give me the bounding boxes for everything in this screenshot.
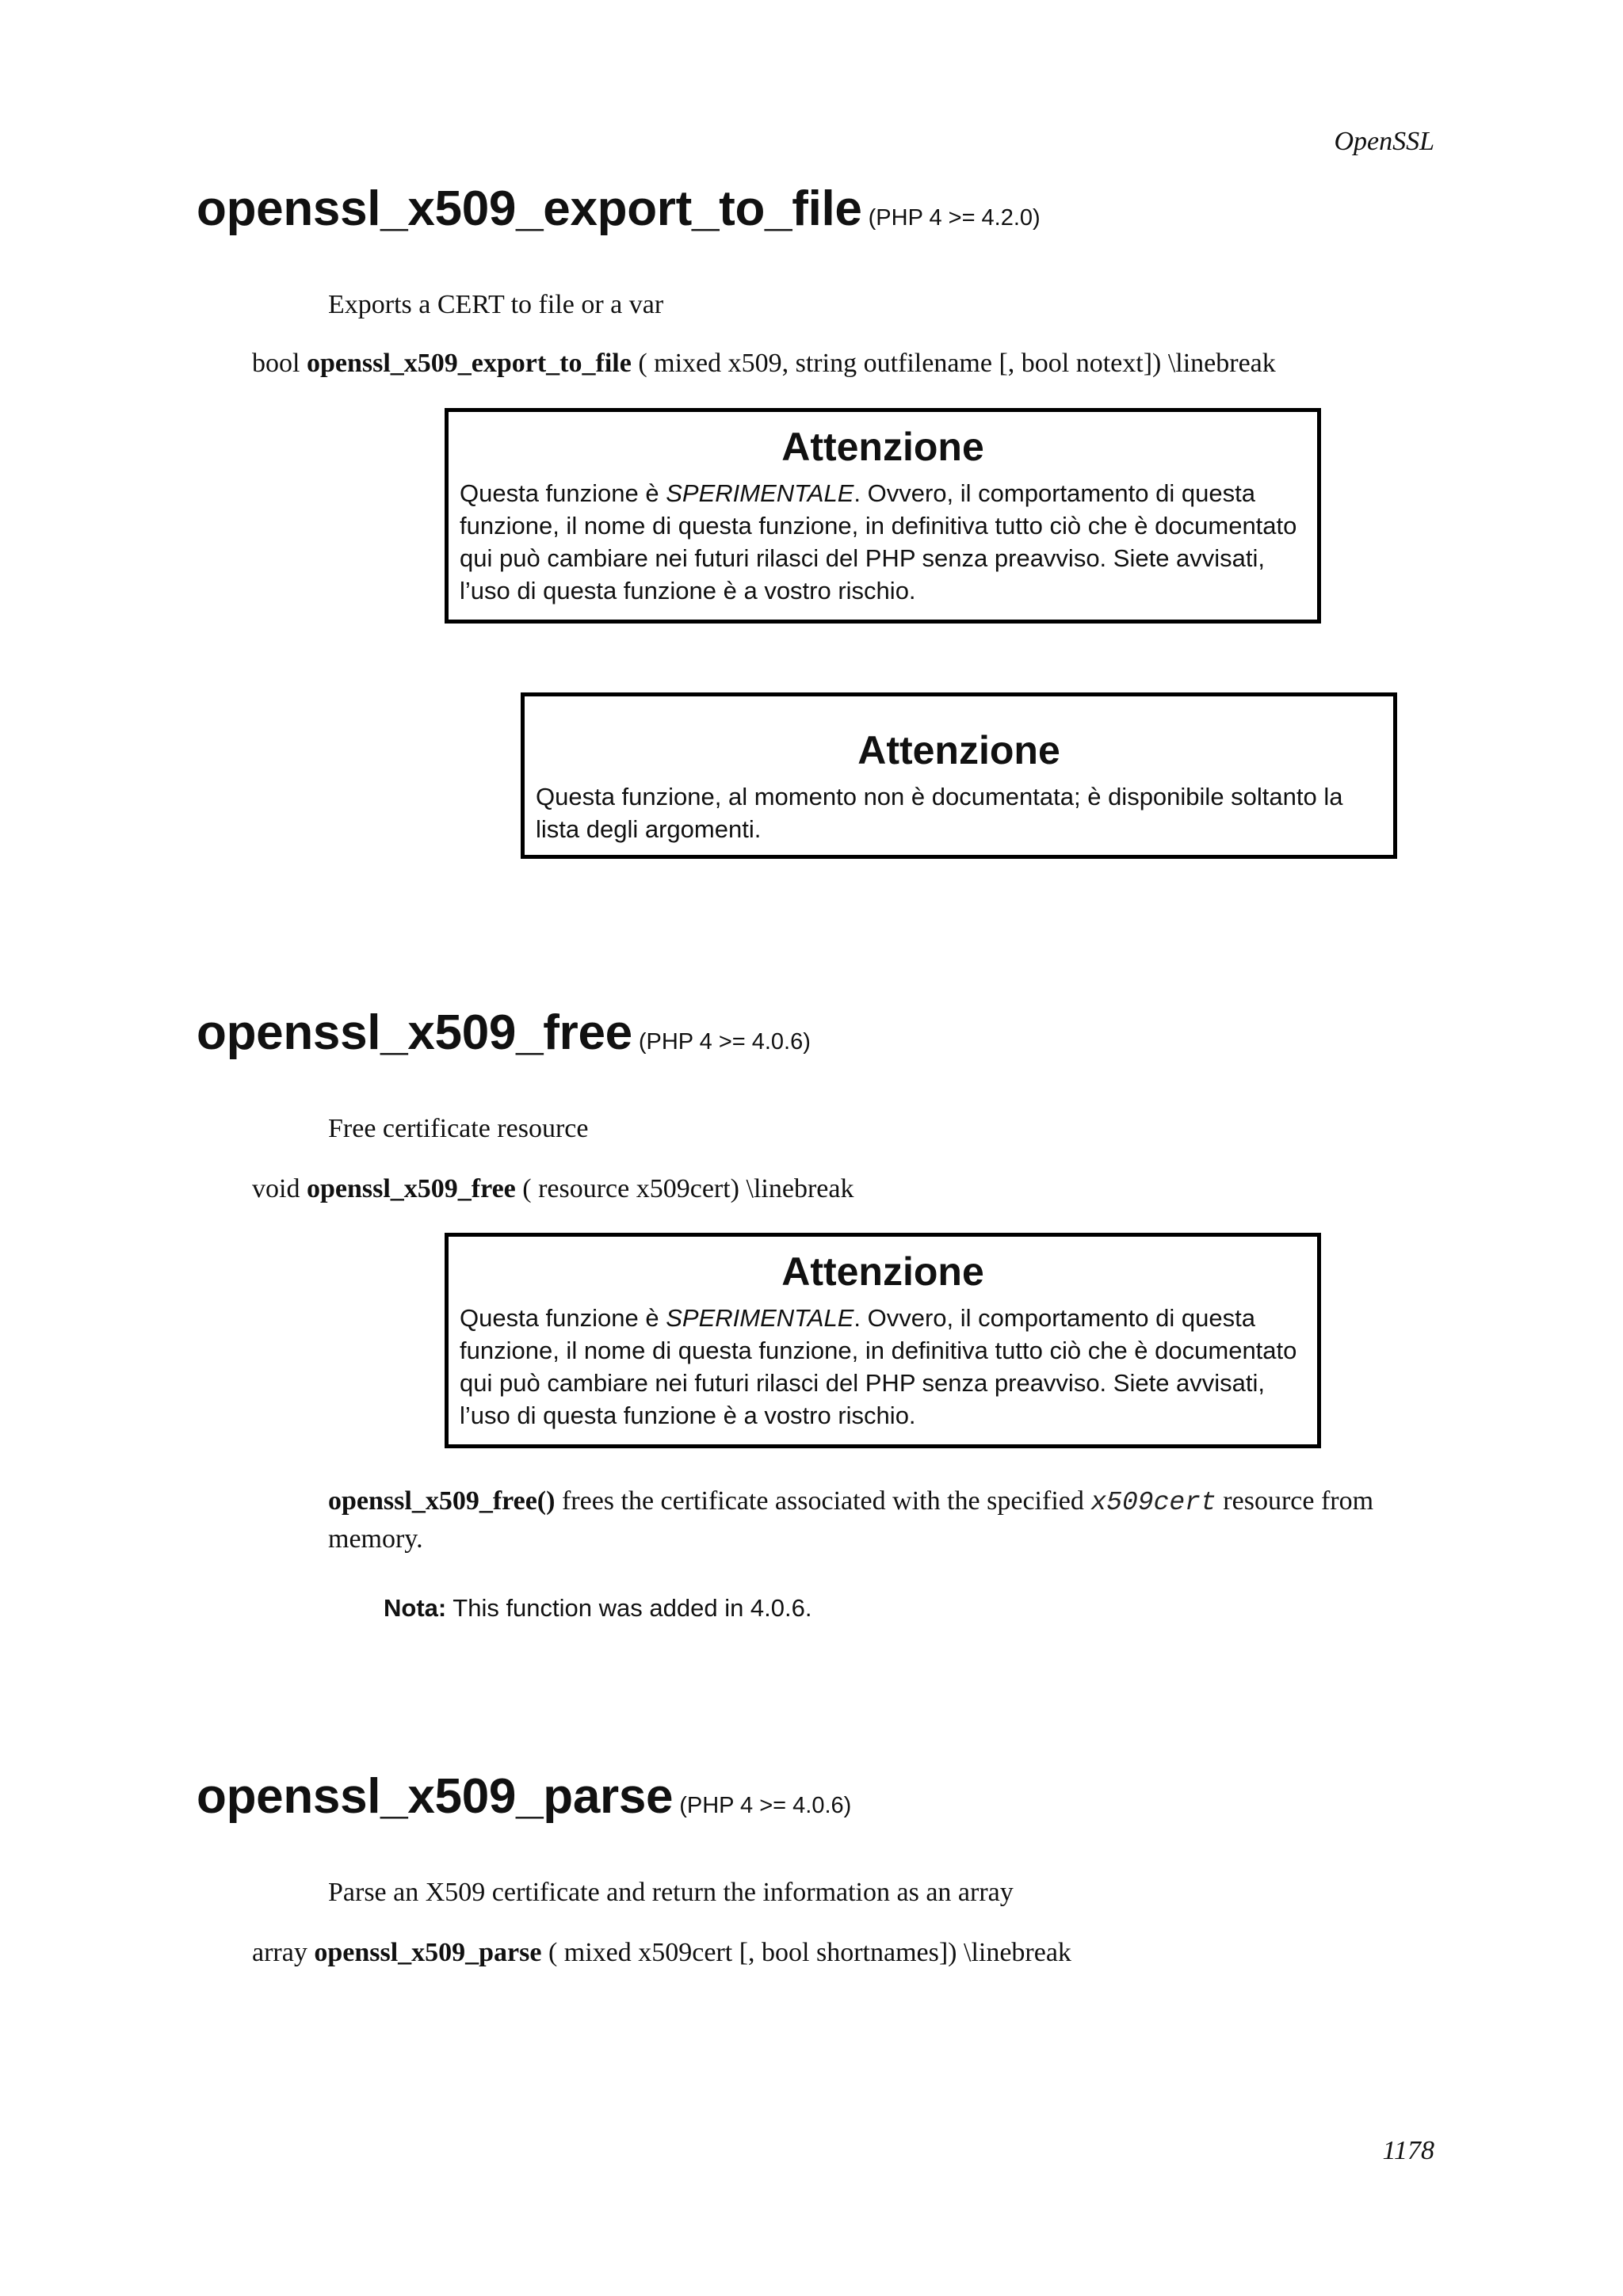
synopsis-function-name: openssl_x509_export_to_file [306,349,632,378]
function-version: (PHP 4 >= 4.2.0) [868,205,1041,231]
warning-emphasis: SPERIMENTALE [666,479,854,507]
function-name: openssl_x509_export_to_file [197,181,862,236]
warning-text: qui può cambiare nei futuri rilasci del PHP senza preavviso. Siete avvisati, [460,1369,1266,1397]
return-type: array [252,1938,307,1967]
page-number: 1178 [1382,2136,1434,2165]
parameter-name: x509cert [1090,1488,1216,1517]
warning-text: l’uso di questa funzione è a vostro rischio. [460,1402,916,1429]
warning-text: funzione, il nome di questa funzione, in definitiva tutto ciò che è documentato [460,1337,1297,1364]
description-function-name: openssl_x509_free() [328,1486,556,1516]
function-synopsis [252,349,1276,379]
warning-text: qui può cambiare nei futuri rilasci del PHP senza preavviso. Siete avvisati, [460,544,1266,572]
function-version: (PHP 4 >= 4.0.6) [679,1793,852,1818]
warning-emphasis: SPERIMENTALE [666,1304,854,1332]
warning-title: Attenzione [857,728,1060,772]
undocumented-warning-box [521,692,1397,859]
function-synopsis [252,1174,854,1204]
function-synopsis [252,1938,1071,1968]
warning-text: Questa funzione, al momento non è documentata; è disponibile soltanto la [536,783,1343,810]
warning-body [460,477,1306,607]
warning-body [536,780,1382,845]
synopsis-function-name: openssl_x509_free [306,1174,516,1203]
warning-text: funzione, il nome di questa funzione, in definitiva tutto ciò che è documentato [460,512,1297,540]
synopsis-arguments: ( mixed x509, string outfilename [, bool notext]) \linebreak [631,349,1276,378]
warning-text: . Ovvero, il comportamento di questa [854,479,1255,507]
experimental-warning-box [445,408,1321,624]
synopsis-arguments: ( mixed x509cert [, bool shortnames]) \linebreak [541,1938,1071,1967]
return-type: void [252,1174,300,1203]
warning-text: Questa funzione è [460,479,666,507]
function-purpose: Exports a CERT to file or a var [328,290,664,319]
warning-body [460,1302,1306,1432]
running-header: OpenSSL [1334,127,1434,156]
experimental-warning-box [445,1233,1321,1448]
note-text: This function was added in 4.0.6. [446,1594,812,1622]
function-name: openssl_x509_parse [197,1769,674,1824]
function-title-parse [197,1768,851,1825]
warning-text: l’uso di questa funzione è a vostro rischio. [460,577,916,605]
function-purpose: Free certificate resource [328,1114,589,1143]
function-version: (PHP 4 >= 4.0.6) [638,1029,811,1055]
warning-text: . Ovvero, il comportamento di questa [854,1304,1255,1332]
function-title-free [197,1005,811,1061]
description-text: frees the certificate associated with the specified [555,1486,1091,1516]
function-purpose: Parse an X509 certificate and return the information as an array [328,1878,1014,1907]
warning-text: Questa funzione è [460,1304,666,1332]
function-title-export-to-file [197,181,1041,237]
warning-title: Attenzione [781,425,984,469]
description-text: resource from memory. [328,1486,1374,1554]
synopsis-arguments: ( resource x509cert) \linebreak [515,1174,854,1203]
return-type: bool [252,349,300,378]
function-description [328,1483,1406,1558]
note [384,1594,812,1623]
function-name: openssl_x509_free [197,1005,632,1060]
synopsis-function-name: openssl_x509_parse [314,1938,542,1967]
note-label: Nota: [384,1594,447,1622]
warning-text: lista degli argomenti. [536,815,762,843]
warning-title: Attenzione [781,1249,984,1294]
